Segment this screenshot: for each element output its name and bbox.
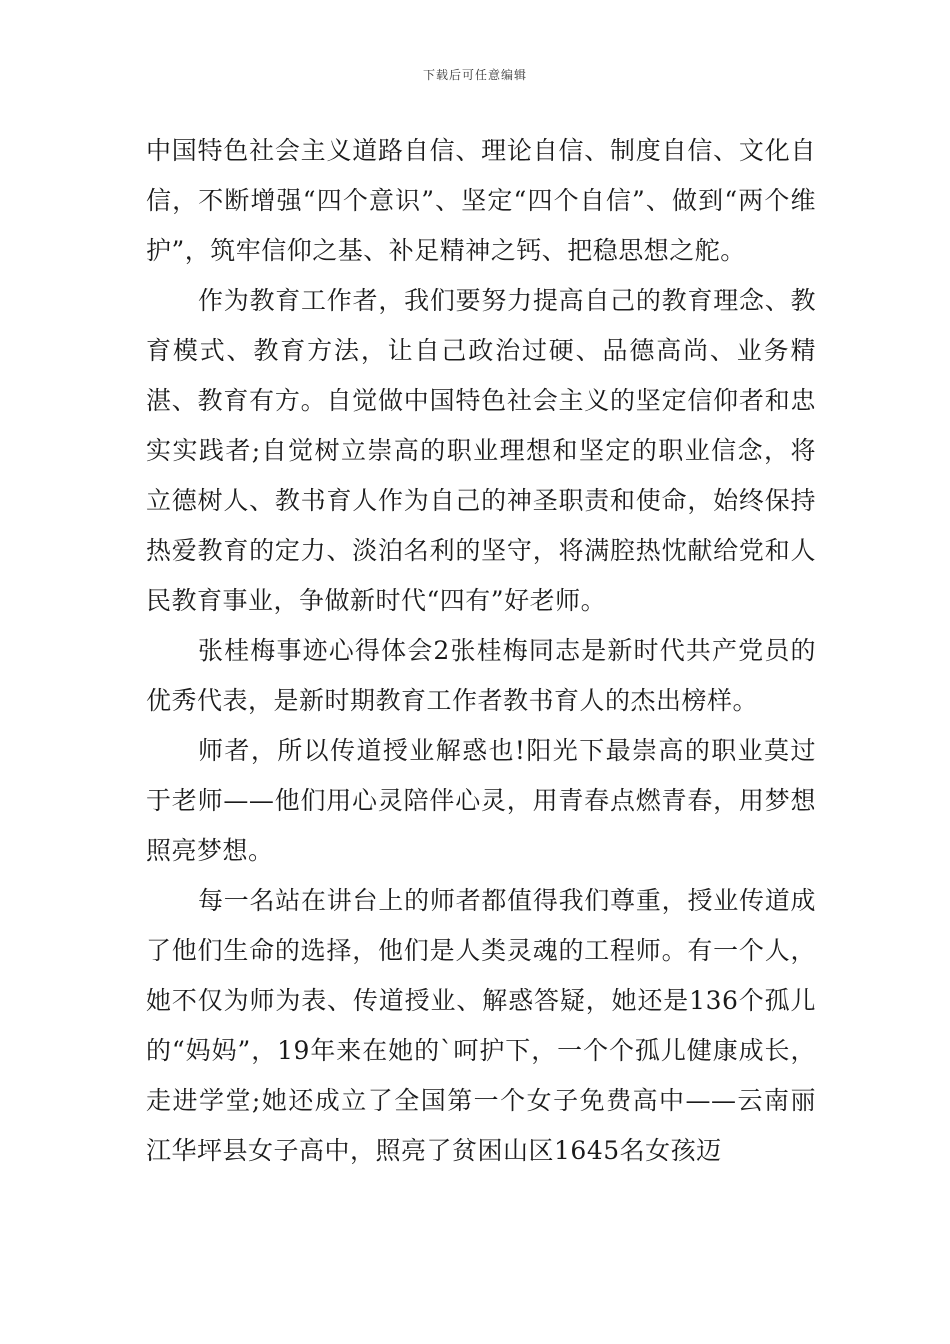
document-body — [146, 126, 816, 1176]
paragraph-2: 作为教育工作者，我们要努力提高自己的教育理念、教育模式、教育方法，让自己政治过硬、品德高尚、业务精湛、教育有方。自觉做中国特色社会主义的坚定信仰者和忠实实践者;自觉树立崇高的职业理想和坚定的职业信念，将立德树人、教书育人作为自己的神圣职责和使命，始终保持热爱教育的定力、淡泊名利的坚守，将满腔热忱献给党和人民教育事业，争做新时代“四有”好老师。 — [146, 286, 816, 615]
paragraph-1: 中国特色社会主义道路自信、理论自信、制度自信、文化自信，不断增强“四个意识”、坚定“四个自信”、做到“两个维护”，筑牢信仰之基、补足精神之钙、把稳思想之舵。 — [146, 136, 816, 265]
page-header: 下载后可任意编辑 — [422, 68, 527, 82]
paragraph-5: 每一名站在讲台上的师者都值得我们尊重，授业传道成了他们生命的选择，他们是人类灵魂的工程师。有一个人，她不仅为师为表、传道授业、解惑答疑，她还是136个孤儿的“妈妈”，19年来在她的`呵护下，一个个孤儿健康成长，走进学堂;她还成立了全国第一个女子免费高中——云南丽江华坪县女子高中，照亮了贫困山区1645名女孩迈 — [146, 886, 816, 1165]
paragraph-4: 师者，所以传道授业解惑也!阳光下最崇高的职业莫过于老师——他们用心灵陪伴心灵，用青春点燃青春，用梦想照亮梦想。 — [146, 736, 816, 865]
paragraph-3: 张桂梅事迹心得体会2张桂梅同志是新时代共产党员的优秀代表，是新时期教育工作者教书育人的杰出榜样。 — [146, 636, 816, 715]
